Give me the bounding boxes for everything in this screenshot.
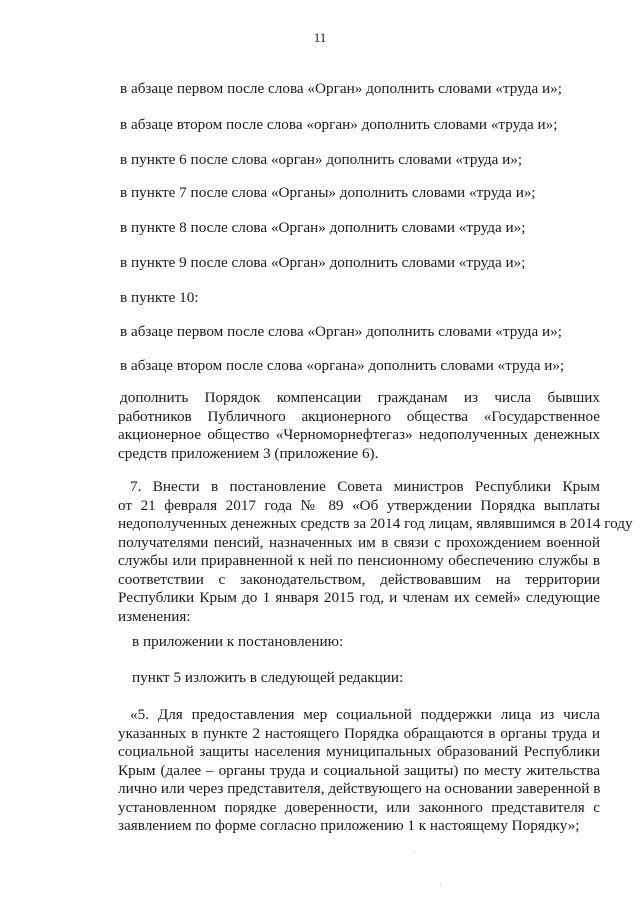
amendment-line: в абзаце первом после слова «Орган» дополнить словами «труда и»; [120,323,562,340]
paragraph-7 [118,478,633,626]
scan-speck [440,884,441,885]
text-line: изменения: [118,607,191,625]
amendment-line: в пункте 8 после слова «Орган» дополнить словами «труда и»; [120,219,526,236]
text-line: указанных в пункте 2 настоящего Порядка обращаются в органы труда и [118,724,600,742]
text-line: Республики Крым до 1 января 2015 год, и членам их семей» следующие [118,589,600,606]
paragraph-supplement [118,389,600,463]
amendment-line: в абзаце первом после слова «Орган» дополнить словами «труда и»; [120,80,562,97]
text-line: работников Публичного акционерного общества «Государственное [118,407,600,425]
text-line: установленном порядке доверенности, или законного представителя с [118,798,600,816]
amendment-line: в пункте 7 после слова «Органы» дополнить словами «труда и»; [120,184,536,201]
text-line: акционерное общество «Черноморнефтегаз» недополученных денежных [118,426,600,443]
text-line: средств приложением 3 (приложение 6). [118,444,379,462]
annex-intro: в приложении к постановлению: [132,633,344,650]
amendment-line: в абзаце втором после слова «орган» дополнить словами «труда и»; [120,116,558,133]
text-line: «5. Для предоставления мер социальной поддержки лица из числа [130,706,600,723]
point5-text [118,706,600,836]
text-line: получателями пенсий, назначенных им в связи с прохождением военной [118,533,600,551]
text-line: 7. Внести в постановление Совета министров Республики Крым [130,478,600,495]
text-line: от 21 февраля 2017 года № 89 «Об утверждении Порядка выплаты [118,496,600,514]
amendment-line: в пункте 9 после слова «Орган» дополнить словами «труда и»; [120,254,526,271]
text-line: службы или приравненной к ней по пенсионному обеспечению службы в [118,552,600,569]
amendment-line: в пункте 10: [120,289,199,306]
amendment-line: в абзаце втором после слова «органа» дополнить словами «труда и»; [120,357,565,374]
text-line: соответствии с законодательством, действовавшим на территории [118,570,600,588]
text-line: недополученных денежных средств за 2014 год лицам, являвшимся в 2014 году [118,515,633,532]
scan-speck [414,852,415,853]
text-line: дополнить Порядок компенсации гражданам из числа бывших [120,389,600,406]
amendment-line: в пункте 6 после слова «орган» дополнить словами «труда и»; [120,151,523,168]
text-line: заявлением по форме согласно приложению 1 к настоящему Порядку»; [118,817,580,834]
point5-intro: пункт 5 изложить в следующей редакции: [132,669,404,686]
text-line: Крым (далее – органы труда и социальной защиты) по месту жительства [118,761,600,779]
text-line: социальной защиты населения муниципальных образований Республики [118,743,600,760]
text-line: лично или через представителя, действующего на основании заверенной в [118,780,601,797]
page-number: 11 [313,30,327,45]
